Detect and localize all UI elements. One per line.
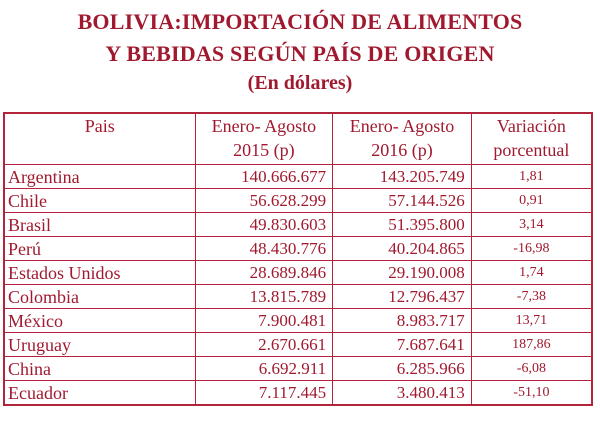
value-2015-cell: 48.430.776 <box>195 237 333 261</box>
value-2015-cell: 13.815.789 <box>195 285 333 309</box>
value-2015-cell: 7.117.445 <box>195 381 333 406</box>
value-2015-cell: 140.666.677 <box>195 165 333 189</box>
header-2015 <box>195 113 333 165</box>
variation-cell: -6,08 <box>471 357 592 381</box>
table-row <box>4 357 592 381</box>
country-cell: Colombia <box>4 285 195 309</box>
imports-table <box>3 112 593 406</box>
value-2016-cell: 6.285.966 <box>333 357 472 381</box>
header-variation <box>471 113 592 165</box>
value-2016-cell: 7.687.641 <box>333 333 472 357</box>
table-row <box>4 285 592 309</box>
variation-cell: 0,91 <box>471 189 592 213</box>
value-2016-cell: 8.983.717 <box>333 309 472 333</box>
variation-cell: 1,81 <box>471 165 592 189</box>
value-2015-cell: 2.670.661 <box>195 333 333 357</box>
header-2016-line-1: Enero- Agosto <box>349 116 455 136</box>
header-variation-line-1: Variación <box>496 116 566 136</box>
table-header-row <box>4 113 592 165</box>
country-cell: México <box>4 309 195 333</box>
table-row <box>4 261 592 285</box>
variation-cell: -7,38 <box>471 285 592 309</box>
value-2016-cell: 143.205.749 <box>333 165 472 189</box>
variation-cell: 3,14 <box>471 213 592 237</box>
header-2015-line-2: 2015 (p) <box>233 140 295 160</box>
country-cell: Argentina <box>4 165 195 189</box>
table-row <box>4 333 592 357</box>
table-row <box>4 213 592 237</box>
country-cell: Chile <box>4 189 195 213</box>
header-2016 <box>333 113 472 165</box>
variation-cell: -16,98 <box>471 237 592 261</box>
value-2016-cell: 29.190.008 <box>333 261 472 285</box>
page-subtitle: (En dólares) <box>247 72 353 94</box>
page-title-line-1: BOLIVIA:IMPORTACIÓN DE ALIMENTOS <box>77 9 523 34</box>
value-2016-cell: 3.480.413 <box>333 381 472 406</box>
page-title-line-2: Y BEBIDAS SEGÚN PAÍS DE ORIGEN <box>105 41 495 66</box>
header-country <box>4 113 195 165</box>
header-country-label: Pais <box>84 116 115 136</box>
value-2015-cell: 28.689.846 <box>195 261 333 285</box>
table-body <box>4 165 592 406</box>
country-cell: Uruguay <box>4 333 195 357</box>
value-2016-cell: 12.796.437 <box>333 285 472 309</box>
country-cell: Perú <box>4 237 195 261</box>
table-row <box>4 381 592 406</box>
header-2016-line-2: 2016 (p) <box>371 140 433 160</box>
table-row <box>4 189 592 213</box>
variation-cell: 1,74 <box>471 261 592 285</box>
value-2015-cell: 49.830.603 <box>195 213 333 237</box>
value-2016-cell: 40.204.865 <box>333 237 472 261</box>
country-cell: Brasil <box>4 213 195 237</box>
header-2015-line-1: Enero- Agosto <box>211 116 317 136</box>
table-row <box>4 165 592 189</box>
header-variation-line-2: porcentual <box>493 140 570 160</box>
table-row <box>4 237 592 261</box>
value-2016-cell: 51.395.800 <box>333 213 472 237</box>
country-cell: Estados Unidos <box>4 261 195 285</box>
value-2016-cell: 57.144.526 <box>333 189 472 213</box>
value-2015-cell: 6.692.911 <box>195 357 333 381</box>
country-cell: China <box>4 357 195 381</box>
table-row <box>4 309 592 333</box>
value-2015-cell: 7.900.481 <box>195 309 333 333</box>
variation-cell: -51,10 <box>471 381 592 406</box>
variation-cell: 187,86 <box>471 333 592 357</box>
variation-cell: 13,71 <box>471 309 592 333</box>
country-cell: Ecuador <box>4 381 195 406</box>
value-2015-cell: 56.628.299 <box>195 189 333 213</box>
